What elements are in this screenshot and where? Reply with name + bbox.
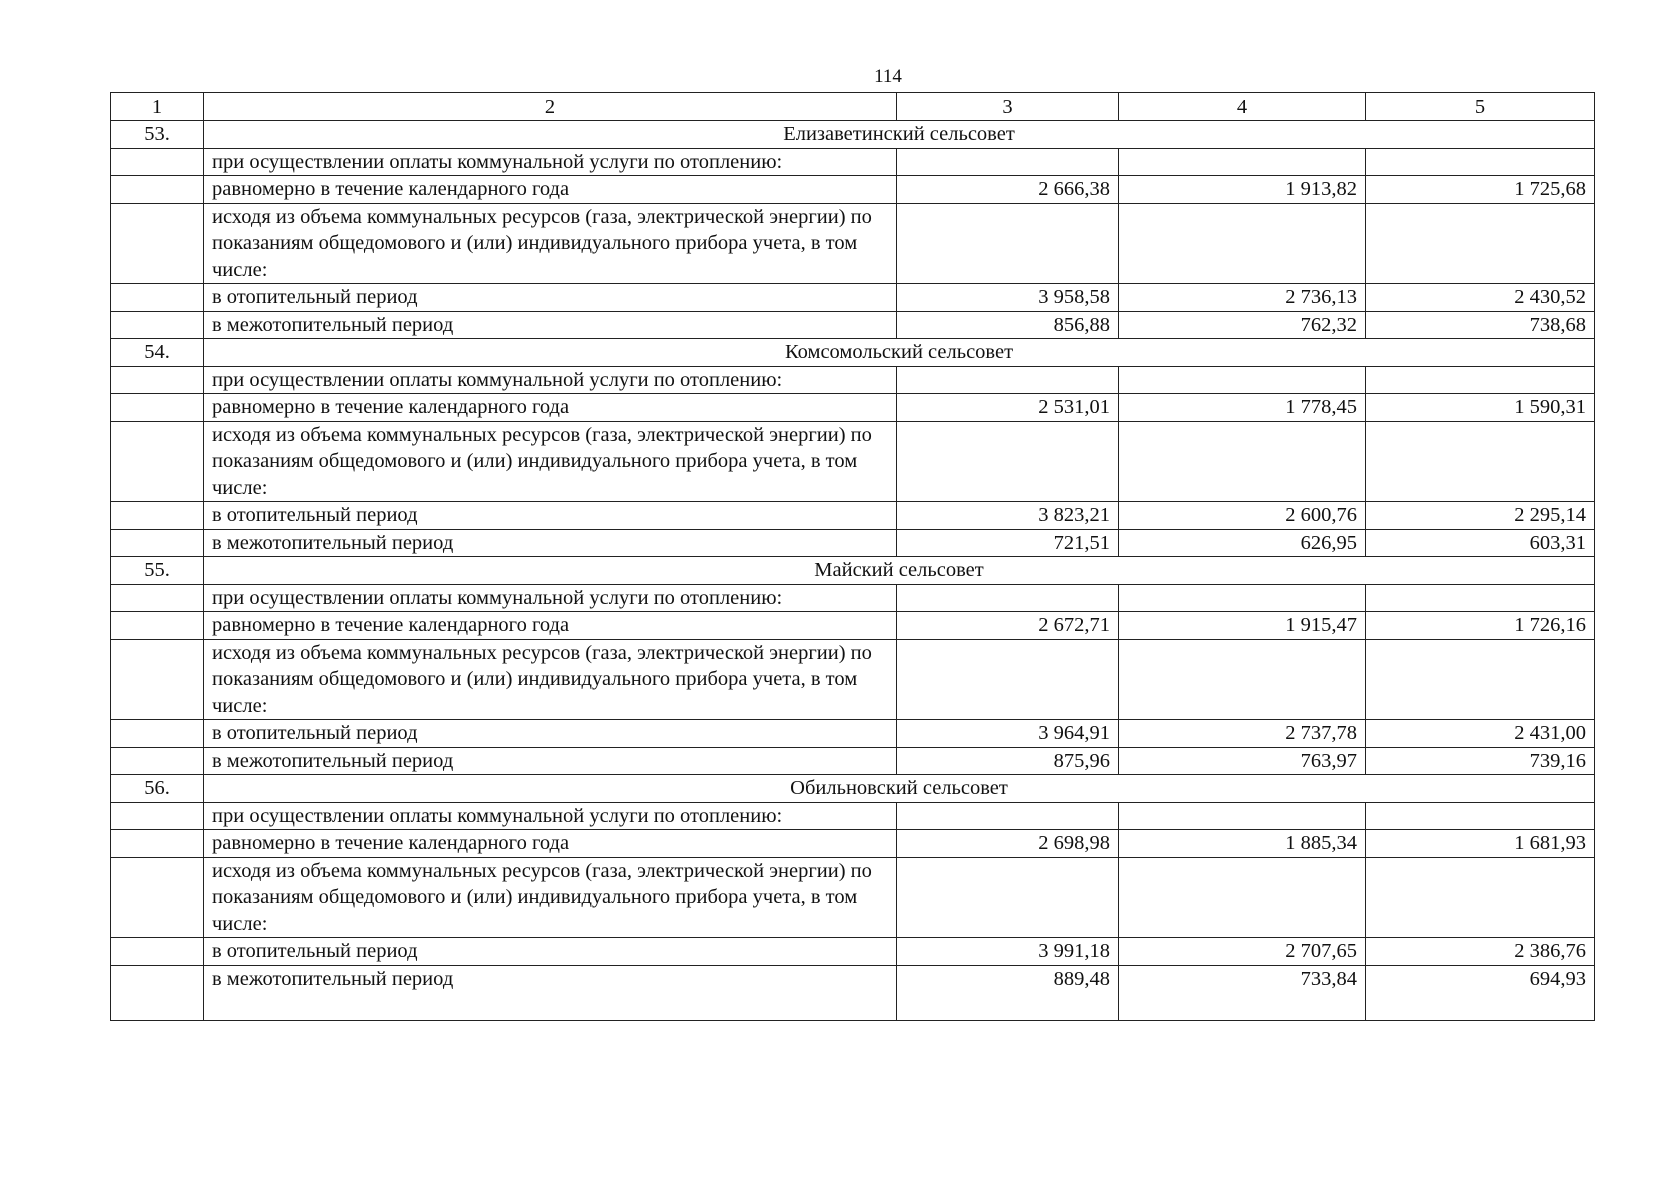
- group-row: [111, 121, 1595, 149]
- header-col-1: 1: [111, 93, 204, 121]
- group-number: 56.: [111, 775, 204, 803]
- table-row: [111, 639, 1595, 720]
- row-label: в межотопительный период: [204, 529, 897, 557]
- value-col-4: 1 778,45: [1119, 394, 1366, 422]
- value-col-5: 1 681,93: [1366, 830, 1595, 858]
- value-col-4: 1 915,47: [1119, 612, 1366, 640]
- table-row: [111, 311, 1595, 339]
- row-label: исходя из объема коммунальных ресурсов (газа, электрической энергии) по показаниям общедомового и (или) индивидуального прибора учета, в том числе:: [204, 203, 897, 284]
- row-number-cell: [111, 612, 204, 640]
- value-col-3: 2 672,71: [897, 612, 1119, 640]
- value-col-4: 1 913,82: [1119, 176, 1366, 204]
- value-col-3: 721,51: [897, 529, 1119, 557]
- header-col-2: 2: [204, 93, 897, 121]
- row-number-cell: [111, 366, 204, 394]
- table-row: [111, 394, 1595, 422]
- value-col-3: 875,96: [897, 747, 1119, 775]
- value-col-3: [897, 203, 1119, 284]
- row-number-cell: [111, 394, 204, 422]
- value-col-5: 603,31: [1366, 529, 1595, 557]
- row-number-cell: [111, 284, 204, 312]
- row-label: при осуществлении оплаты коммунальной услуги по отоплению:: [204, 148, 897, 176]
- value-col-3: [897, 802, 1119, 830]
- value-col-5: 1 726,16: [1366, 612, 1595, 640]
- table-row: [111, 747, 1595, 775]
- row-number-cell: [111, 857, 204, 938]
- row-label: в отопительный период: [204, 938, 897, 966]
- header-col-5: 5: [1366, 93, 1595, 121]
- group-number: 55.: [111, 557, 204, 585]
- value-col-5: [1366, 366, 1595, 394]
- table-row: [111, 284, 1595, 312]
- row-label: при осуществлении оплаты коммунальной услуги по отоплению:: [204, 366, 897, 394]
- value-col-5: [1366, 148, 1595, 176]
- table-row: [111, 366, 1595, 394]
- row-number-cell: [111, 720, 204, 748]
- value-col-5: [1366, 421, 1595, 502]
- table-row: [111, 830, 1595, 858]
- value-col-3: [897, 639, 1119, 720]
- group-title: Обильновский сельсовет: [204, 775, 1595, 803]
- value-col-3: 889,48: [897, 965, 1119, 1020]
- row-label: в межотопительный период: [204, 311, 897, 339]
- value-col-4: [1119, 857, 1366, 938]
- row-label: в межотопительный период: [204, 747, 897, 775]
- row-label: в отопительный период: [204, 502, 897, 530]
- value-col-5: 738,68: [1366, 311, 1595, 339]
- value-col-3: 3 823,21: [897, 502, 1119, 530]
- row-number-cell: [111, 421, 204, 502]
- group-title: Комсомольский сельсовет: [204, 339, 1595, 367]
- table-row: [111, 502, 1595, 530]
- row-label: при осуществлении оплаты коммунальной услуги по отоплению:: [204, 584, 897, 612]
- value-col-5: 739,16: [1366, 747, 1595, 775]
- group-number: 54.: [111, 339, 204, 367]
- value-col-3: [897, 584, 1119, 612]
- value-col-3: [897, 366, 1119, 394]
- value-col-4: 2 737,78: [1119, 720, 1366, 748]
- table-row: [111, 529, 1595, 557]
- value-col-5: 2 386,76: [1366, 938, 1595, 966]
- value-col-3: 856,88: [897, 311, 1119, 339]
- row-label: в межотопительный период: [204, 965, 897, 1020]
- row-label: исходя из объема коммунальных ресурсов (газа, электрической энергии) по показаниям общедомового и (или) индивидуального прибора учета, в том числе:: [204, 421, 897, 502]
- table-row: [111, 584, 1595, 612]
- value-col-5: 1 725,68: [1366, 176, 1595, 204]
- group-number: 53.: [111, 121, 204, 149]
- row-number-cell: [111, 639, 204, 720]
- value-col-3: [897, 148, 1119, 176]
- row-label: равномерно в течение календарного года: [204, 394, 897, 422]
- value-col-4: [1119, 148, 1366, 176]
- table-row: [111, 965, 1595, 1020]
- row-number-cell: [111, 311, 204, 339]
- value-col-5: [1366, 802, 1595, 830]
- table-row: [111, 857, 1595, 938]
- row-number-cell: [111, 584, 204, 612]
- table-row: [111, 720, 1595, 748]
- value-col-4: 626,95: [1119, 529, 1366, 557]
- value-col-5: 2 295,14: [1366, 502, 1595, 530]
- value-col-3: 2 666,38: [897, 176, 1119, 204]
- value-col-4: 763,97: [1119, 747, 1366, 775]
- value-col-4: [1119, 584, 1366, 612]
- tariff-table: [110, 92, 1595, 1021]
- value-col-5: 2 430,52: [1366, 284, 1595, 312]
- row-number-cell: [111, 529, 204, 557]
- row-number-cell: [111, 148, 204, 176]
- table-row: [111, 612, 1595, 640]
- value-col-3: 3 991,18: [897, 938, 1119, 966]
- row-number-cell: [111, 747, 204, 775]
- value-col-5: [1366, 639, 1595, 720]
- value-col-3: 2 531,01: [897, 394, 1119, 422]
- row-label: в отопительный период: [204, 720, 897, 748]
- value-col-3: [897, 857, 1119, 938]
- value-col-4: 2 600,76: [1119, 502, 1366, 530]
- group-title: Майский сельсовет: [204, 557, 1595, 585]
- value-col-4: [1119, 639, 1366, 720]
- row-label: равномерно в течение календарного года: [204, 830, 897, 858]
- page-number: 114: [874, 66, 902, 87]
- group-row: [111, 775, 1595, 803]
- value-col-5: [1366, 203, 1595, 284]
- row-number-cell: [111, 830, 204, 858]
- table-row: [111, 176, 1595, 204]
- table-row: [111, 802, 1595, 830]
- row-number-cell: [111, 176, 204, 204]
- value-col-4: [1119, 421, 1366, 502]
- row-number-cell: [111, 938, 204, 966]
- value-col-5: 694,93: [1366, 965, 1595, 1020]
- row-label: в отопительный период: [204, 284, 897, 312]
- value-col-5: 2 431,00: [1366, 720, 1595, 748]
- value-col-3: 2 698,98: [897, 830, 1119, 858]
- table-row: [111, 148, 1595, 176]
- table-row: [111, 203, 1595, 284]
- row-number-cell: [111, 965, 204, 1020]
- row-number-cell: [111, 802, 204, 830]
- group-title: Елизаветинский сельсовет: [204, 121, 1595, 149]
- header-col-3: 3: [897, 93, 1119, 121]
- value-col-3: [897, 421, 1119, 502]
- value-col-5: 1 590,31: [1366, 394, 1595, 422]
- row-label: исходя из объема коммунальных ресурсов (газа, электрической энергии) по показаниям общедомового и (или) индивидуального прибора учета, в том числе:: [204, 639, 897, 720]
- value-col-4: 733,84: [1119, 965, 1366, 1020]
- header-row: [111, 93, 1595, 121]
- value-col-4: [1119, 366, 1366, 394]
- value-col-4: 2 736,13: [1119, 284, 1366, 312]
- row-number-cell: [111, 502, 204, 530]
- value-col-3: 3 958,58: [897, 284, 1119, 312]
- value-col-4: 762,32: [1119, 311, 1366, 339]
- row-label: при осуществлении оплаты коммунальной услуги по отоплению:: [204, 802, 897, 830]
- table-row: [111, 421, 1595, 502]
- value-col-5: [1366, 584, 1595, 612]
- value-col-4: 1 885,34: [1119, 830, 1366, 858]
- header-col-4: 4: [1119, 93, 1366, 121]
- value-col-4: 2 707,65: [1119, 938, 1366, 966]
- row-label: равномерно в течение календарного года: [204, 612, 897, 640]
- row-label: исходя из объема коммунальных ресурсов (газа, электрической энергии) по показаниям общедомового и (или) индивидуального прибора учета, в том числе:: [204, 857, 897, 938]
- value-col-3: 3 964,91: [897, 720, 1119, 748]
- group-row: [111, 557, 1595, 585]
- value-col-4: [1119, 203, 1366, 284]
- value-col-4: [1119, 802, 1366, 830]
- value-col-5: [1366, 857, 1595, 938]
- group-row: [111, 339, 1595, 367]
- table-row: [111, 938, 1595, 966]
- row-label: равномерно в течение календарного года: [204, 176, 897, 204]
- row-number-cell: [111, 203, 204, 284]
